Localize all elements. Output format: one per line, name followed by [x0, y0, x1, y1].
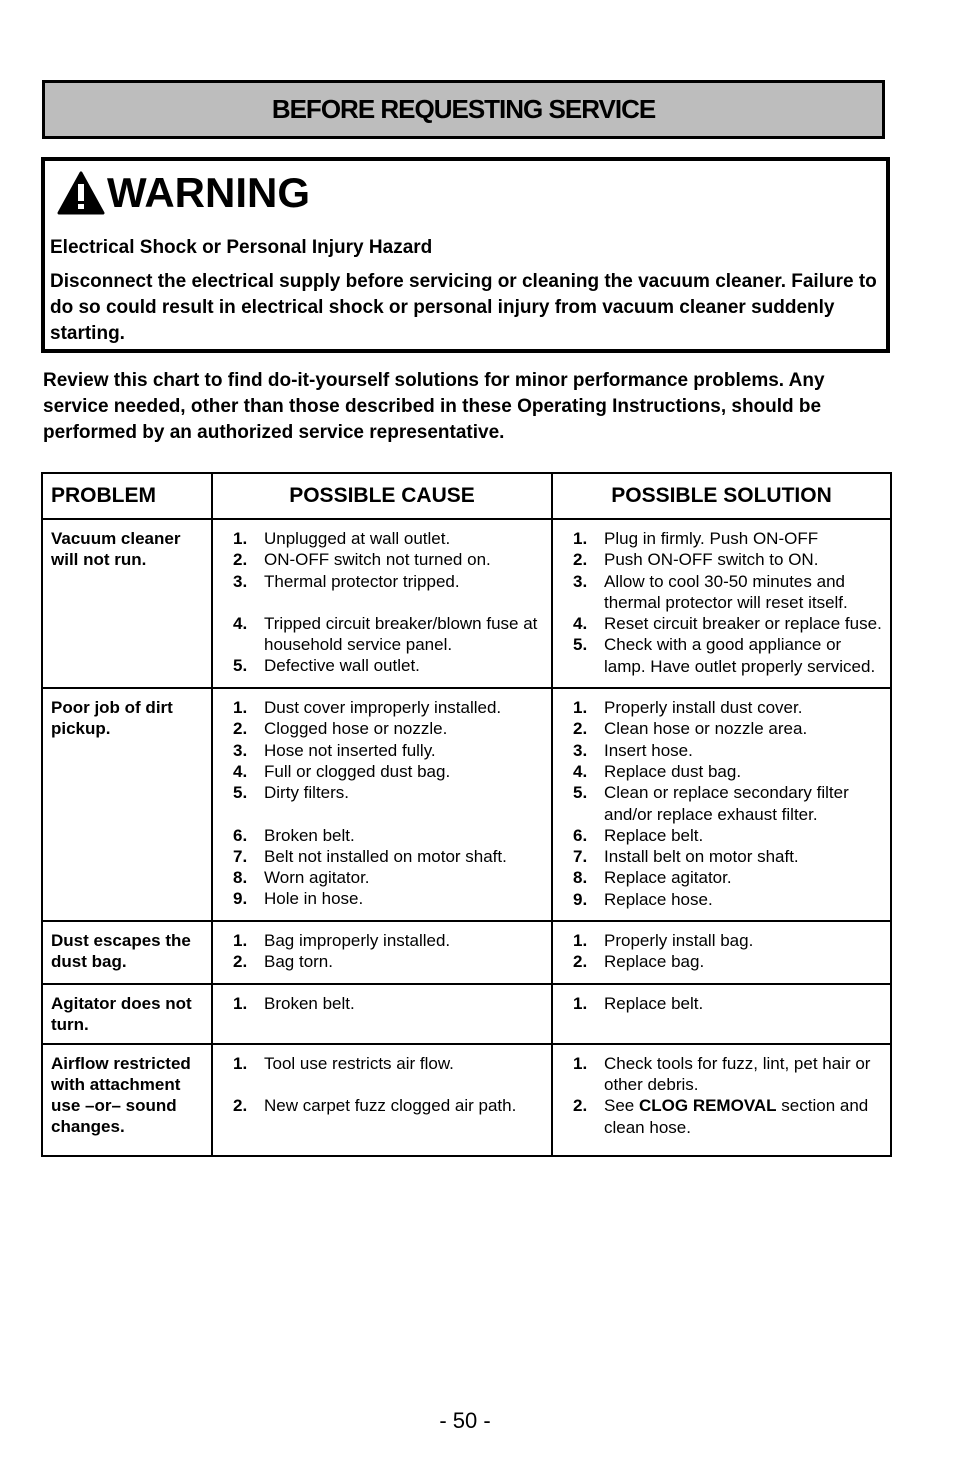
list-item: 7. Install belt on motor shaft.: [573, 847, 799, 867]
list-item: 2. See CLOG REMOVAL section and clean hose.: [573, 1096, 869, 1137]
solution-cell: [552, 984, 891, 1044]
list-item: 8. Worn agitator.: [233, 868, 370, 888]
list-item: 3. Allow to cool 30-50 minutes and thermal protector will reset itself.: [573, 571, 848, 612]
troubleshooting-table: [41, 472, 892, 1157]
warning-title: WARNING: [107, 169, 310, 216]
warning-body: Disconnect the electrical supply before servicing or cleaning the vacuum cleaner. Failure to do so could result in electrical shock or personal injury from vacuum cleaner suddenly starting.: [50, 271, 877, 344]
cause-cell: [212, 984, 552, 1044]
cause-cell: [212, 519, 552, 688]
problem-cell: Agitator does not turn.: [42, 984, 212, 1044]
table-row: [42, 688, 891, 921]
section-header-bar: [42, 80, 885, 139]
list-item: 6. Broken belt.: [233, 825, 355, 845]
intro-paragraph: Review this chart to find do-it-yourself solutions for minor performance problems. Any service needed, other than those described in these Operating Instructions, should be performed by an authorized service representative.: [43, 370, 825, 443]
list-item: 2. ON-OFF switch not turned on.: [233, 550, 491, 570]
list-item: 2. Replace bag.: [573, 952, 705, 972]
list-item: 3. Hose not inserted fully.: [233, 740, 436, 760]
solution-cell: [552, 1044, 891, 1156]
list-item: 2. Push ON-OFF switch to ON.: [573, 550, 819, 570]
cause-cell: [212, 1044, 552, 1156]
list-item: 2. Clogged hose or nozzle.: [233, 719, 448, 739]
list-item: 5. Dirty filters.: [233, 783, 349, 803]
problem-cell: Airflow restricted with attachment use –or– sound changes.: [42, 1044, 212, 1156]
cause-cell: [212, 921, 552, 984]
list-item: 3. Thermal protector tripped.: [233, 571, 460, 591]
list-item: 4. Reset circuit breaker or replace fuse.: [573, 614, 882, 634]
list-item: 1. Properly install dust cover.: [573, 698, 803, 718]
column-header-problem: PROBLEM: [42, 473, 212, 519]
list-item: 9. Replace hose.: [573, 889, 713, 909]
solution-cell: [552, 688, 891, 921]
page-number: - 50 -: [439, 1408, 491, 1433]
warning-subtitle: Electrical Shock or Personal Injury Hazard: [50, 237, 433, 258]
clog-removal-reference: CLOG REMOVAL: [638, 1096, 777, 1116]
problem-cell: Dust escapes the dust bag.: [42, 921, 212, 984]
solution-cell: [552, 921, 891, 984]
list-item: 5. Clean or replace secondary filter and/or replace exhaust filter.: [573, 783, 849, 824]
list-item: 9. Hole in hose.: [233, 889, 364, 909]
list-item: 1. Tool use restricts air flow.: [233, 1053, 454, 1073]
list-item: 1. Replace belt.: [573, 993, 704, 1013]
table-row: [42, 519, 891, 688]
warning-box: [41, 157, 890, 353]
table-row: [42, 1044, 891, 1156]
column-header-solution: POSSIBLE SOLUTION: [552, 473, 891, 519]
list-item: 2. Clean hose or nozzle area.: [573, 719, 808, 739]
list-item: 1. Properly install bag.: [573, 931, 754, 951]
list-item: 8. Replace agitator.: [573, 868, 732, 888]
list-item: 1. Plug in firmly. Push ON-OFF: [573, 529, 819, 548]
list-item: 4. Tripped circuit breaker/blown fuse at household service panel.: [233, 613, 538, 655]
list-item: 3. Insert hose.: [573, 740, 693, 760]
column-header-cause: POSSIBLE CAUSE: [212, 473, 552, 519]
list-item: 7. Belt not installed on motor shaft.: [233, 846, 507, 866]
list-item: 6. Replace belt.: [573, 825, 704, 845]
warning-heading: [57, 171, 310, 215]
list-item: 1. Check tools for fuzz, lint, pet hair or other debris.: [573, 1053, 871, 1094]
list-item: 1. Bag improperly installed.: [233, 931, 451, 951]
list-item: 4. Replace dust bag.: [573, 761, 742, 781]
problem-cell: Vacuum cleaner will not run.: [42, 519, 212, 688]
table-row: [42, 984, 891, 1044]
list-item: 5. Check with a good appliance or lamp. Have outlet properly serviced.: [573, 635, 876, 676]
list-item: 1. Unplugged at wall outlet.: [233, 529, 451, 548]
warning-triangle-icon: [57, 171, 105, 215]
list-item: 2. New carpet fuzz clogged air path.: [233, 1095, 517, 1115]
list-item: 1. Dust cover improperly installed.: [233, 698, 502, 718]
problem-cell: Poor job of dirt pickup.: [42, 688, 212, 921]
solution-cell: [552, 519, 891, 688]
list-item: 5. Defective wall outlet.: [233, 656, 420, 676]
cause-cell: [212, 688, 552, 921]
table-header-row: [42, 473, 891, 519]
list-item: 2. Bag torn.: [233, 952, 333, 972]
list-item: 4. Full or clogged dust bag.: [233, 761, 451, 781]
section-title: BEFORE REQUESTING SERVICE: [271, 94, 656, 124]
list-item: 1. Broken belt.: [233, 993, 355, 1013]
table-row: [42, 921, 891, 984]
